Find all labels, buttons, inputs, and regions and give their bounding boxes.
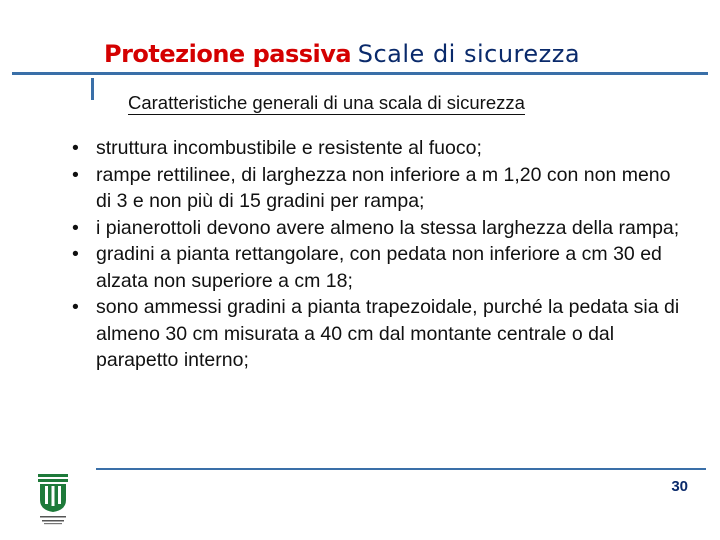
header-accent-bar <box>91 78 94 100</box>
slide-title <box>104 40 580 69</box>
bullet-dot: • <box>72 216 79 239</box>
page-number: 30 <box>671 478 688 495</box>
bullet-list <box>60 135 690 374</box>
university-crest-logo-icon <box>36 472 70 526</box>
header-rule <box>12 72 708 75</box>
bullet-text: rampe rettilinee, di larghezza non inferiore a m 1,20 con non meno di 3 e non più di 15 gradini per rampa; <box>96 163 671 212</box>
bullet-text: gradini a pianta rettangolare, con pedata non inferiore a cm 30 ed alzata non superiore a cm 18; <box>96 243 662 292</box>
bullet-item <box>60 241 690 294</box>
bullet-dot: • <box>72 137 79 159</box>
slide-subtitle: Caratteristiche generali di una scala di sicurezza <box>128 92 525 113</box>
bullet-dot: • <box>72 163 79 186</box>
bullet-dot: • <box>72 296 79 318</box>
bullet-text: sono ammessi gradini a pianta trapezoidale, purché la pedata sia di almeno 30 cm misurata a 40 cm dal montante centrale o dal parapetto interno; <box>96 296 680 371</box>
bullet-item <box>60 135 690 162</box>
footer-rule <box>96 468 706 470</box>
bullet-dot: • <box>72 243 79 265</box>
bullet-text: i pianerottoli devono avere almeno la stessa larghezza della rampa; <box>96 216 680 239</box>
bullet-item <box>60 162 690 215</box>
bullet-text: struttura incombustibile e resistente al fuoco; <box>96 137 482 159</box>
bullet-item <box>60 215 690 242</box>
slide-title-strong: Protezione passiva <box>104 40 352 68</box>
slide-title-rest: Scale di sicurezza <box>357 40 581 68</box>
bullet-item <box>60 294 690 374</box>
